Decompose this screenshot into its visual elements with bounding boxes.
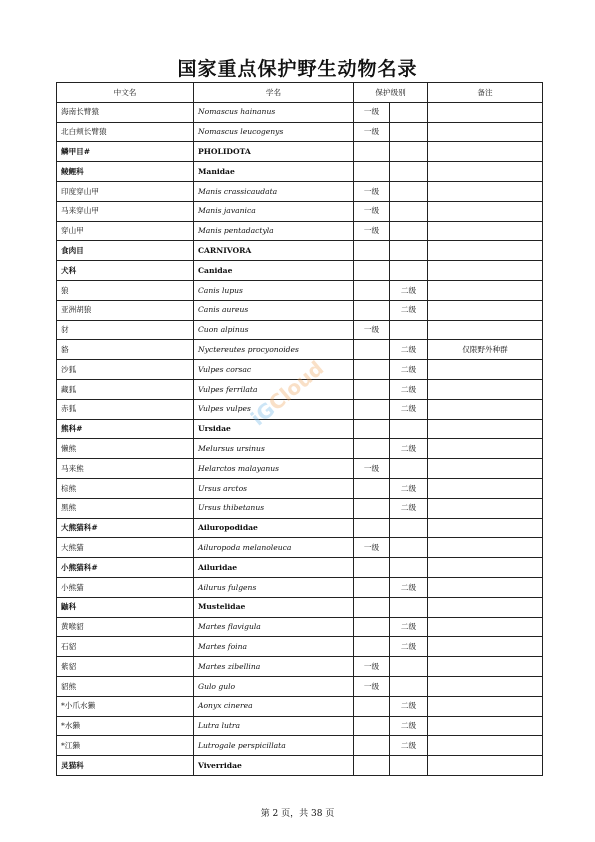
cell-scientific-name: Lutra lutra xyxy=(194,716,354,736)
cell-scientific-name: Vulpes ferrilata xyxy=(194,379,354,399)
cell-level-1 xyxy=(354,142,390,162)
cell-note xyxy=(428,637,543,657)
table-row xyxy=(57,538,543,558)
cell-note xyxy=(428,478,543,498)
cell-scientific-name: Lutrogale perspicillata xyxy=(194,736,354,756)
cell-chinese-name: 穿山甲 xyxy=(57,221,194,241)
cell-scientific-name: Cuon alpinus xyxy=(194,320,354,340)
table-row xyxy=(57,577,543,597)
cell-level-1: 一级 xyxy=(354,221,390,241)
cell-note xyxy=(428,439,543,459)
header-cn: 中文名 xyxy=(57,83,194,103)
cell-note xyxy=(428,162,543,182)
cell-chinese-name: 石貂 xyxy=(57,637,194,657)
cell-chinese-name: 马来穿山甲 xyxy=(57,201,194,221)
cell-level-2 xyxy=(390,518,428,538)
table-row xyxy=(57,102,543,122)
table-row xyxy=(57,676,543,696)
cell-scientific-name: Helarctos malayanus xyxy=(194,459,354,479)
cell-level-1 xyxy=(354,597,390,617)
header-note: 备注 xyxy=(428,83,543,103)
cell-note xyxy=(428,419,543,439)
cell-chinese-name: 豺 xyxy=(57,320,194,340)
table-row xyxy=(57,300,543,320)
cell-level-1 xyxy=(354,518,390,538)
table-row xyxy=(57,716,543,736)
cell-note xyxy=(428,676,543,696)
table-row xyxy=(57,201,543,221)
header-row xyxy=(57,83,543,103)
table-row xyxy=(57,419,543,439)
table-body xyxy=(57,102,543,775)
cell-level-2 xyxy=(390,261,428,281)
cell-level-2: 二级 xyxy=(390,300,428,320)
cell-level-2: 二级 xyxy=(390,379,428,399)
cell-note xyxy=(428,617,543,637)
cell-level-2: 二级 xyxy=(390,577,428,597)
cell-chinese-name: 灵猫科 xyxy=(57,756,194,776)
table-row xyxy=(57,280,543,300)
cell-level-1 xyxy=(354,736,390,756)
cell-level-1: 一级 xyxy=(354,320,390,340)
cell-level-2 xyxy=(390,558,428,578)
cell-note xyxy=(428,459,543,479)
cell-level-1 xyxy=(354,498,390,518)
table-row xyxy=(57,340,543,360)
cell-scientific-name: Viverridae xyxy=(194,756,354,776)
cell-level-2 xyxy=(390,597,428,617)
cell-chinese-name: 懒熊 xyxy=(57,439,194,459)
cell-level-2: 二级 xyxy=(390,498,428,518)
cell-level-2 xyxy=(390,538,428,558)
cell-scientific-name: Nyctereutes procyonoides xyxy=(194,340,354,360)
table-row xyxy=(57,736,543,756)
cell-level-2: 二级 xyxy=(390,696,428,716)
cell-level-2: 二级 xyxy=(390,360,428,380)
cell-chinese-name: 黄喉貂 xyxy=(57,617,194,637)
cell-chinese-name: 小熊猫科# xyxy=(57,558,194,578)
cell-level-2 xyxy=(390,162,428,182)
cell-level-1: 一级 xyxy=(354,102,390,122)
cell-chinese-name: 小熊猫 xyxy=(57,577,194,597)
cell-chinese-name: 印度穿山甲 xyxy=(57,181,194,201)
cell-note xyxy=(428,360,543,380)
cell-chinese-name: 亚洲胡狼 xyxy=(57,300,194,320)
cell-note xyxy=(428,498,543,518)
cell-chinese-name: 鲮鲤科 xyxy=(57,162,194,182)
watermark-part-a: iG xyxy=(246,397,280,431)
cell-chinese-name: 食肉目 xyxy=(57,241,194,261)
cell-scientific-name: PHOLIDOTA xyxy=(194,142,354,162)
table-row xyxy=(57,162,543,182)
table-row xyxy=(57,617,543,637)
cell-chinese-name: 大熊猫科# xyxy=(57,518,194,538)
cell-chinese-name: *小爪水獭 xyxy=(57,696,194,716)
cell-note xyxy=(428,399,543,419)
cell-level-1 xyxy=(354,637,390,657)
table-row xyxy=(57,756,543,776)
cell-level-1: 一级 xyxy=(354,657,390,677)
cell-level-1 xyxy=(354,261,390,281)
header-level: 保护级别 xyxy=(354,83,428,103)
cell-level-2 xyxy=(390,756,428,776)
cell-note: 仅限野外种群 xyxy=(428,340,543,360)
cell-note xyxy=(428,142,543,162)
cell-note xyxy=(428,597,543,617)
cell-chinese-name: 鼬科 xyxy=(57,597,194,617)
cell-level-1 xyxy=(354,360,390,380)
cell-chinese-name: 熊科# xyxy=(57,419,194,439)
cell-scientific-name: Manis crassicaudata xyxy=(194,181,354,201)
cell-level-2 xyxy=(390,657,428,677)
table-row xyxy=(57,597,543,617)
cell-level-1: 一级 xyxy=(354,181,390,201)
cell-level-2 xyxy=(390,122,428,142)
cell-note xyxy=(428,201,543,221)
cell-note xyxy=(428,320,543,340)
cell-chinese-name: *水獭 xyxy=(57,716,194,736)
cell-note xyxy=(428,379,543,399)
cell-chinese-name: 貂熊 xyxy=(57,676,194,696)
table-row xyxy=(57,241,543,261)
header-sci: 学名 xyxy=(194,83,354,103)
cell-level-1: 一级 xyxy=(354,459,390,479)
cell-scientific-name: Vulpes vulpes xyxy=(194,399,354,419)
cell-level-1 xyxy=(354,756,390,776)
table-row xyxy=(57,439,543,459)
cell-note xyxy=(428,280,543,300)
table-row xyxy=(57,498,543,518)
cell-note xyxy=(428,756,543,776)
table-row xyxy=(57,478,543,498)
cell-chinese-name: 沙狐 xyxy=(57,360,194,380)
cell-chinese-name: 海南长臂猿 xyxy=(57,102,194,122)
cell-scientific-name: Canis lupus xyxy=(194,280,354,300)
cell-note xyxy=(428,716,543,736)
cell-level-2: 二级 xyxy=(390,340,428,360)
cell-chinese-name: 棕熊 xyxy=(57,478,194,498)
cell-level-1 xyxy=(354,558,390,578)
cell-level-1: 一级 xyxy=(354,201,390,221)
cell-level-2 xyxy=(390,221,428,241)
cell-level-1 xyxy=(354,419,390,439)
watermark-part-b: Cloud xyxy=(263,356,329,416)
table-row xyxy=(57,696,543,716)
cell-note xyxy=(428,261,543,281)
cell-note xyxy=(428,241,543,261)
cell-scientific-name: Ailurus fulgens xyxy=(194,577,354,597)
cell-level-2 xyxy=(390,459,428,479)
species-table xyxy=(56,82,543,776)
cell-scientific-name: Mustelidae xyxy=(194,597,354,617)
cell-chinese-name: 黑熊 xyxy=(57,498,194,518)
cell-note xyxy=(428,122,543,142)
cell-scientific-name: Ailuropodidae xyxy=(194,518,354,538)
cell-level-1 xyxy=(354,399,390,419)
cell-scientific-name: Ursus thibetanus xyxy=(194,498,354,518)
cell-level-1: 一级 xyxy=(354,122,390,142)
table-row xyxy=(57,221,543,241)
cell-note xyxy=(428,221,543,241)
cell-scientific-name: Vulpes corsac xyxy=(194,360,354,380)
cell-scientific-name: Martes flavigula xyxy=(194,617,354,637)
cell-chinese-name: 貉 xyxy=(57,340,194,360)
cell-level-2: 二级 xyxy=(390,439,428,459)
cell-level-2 xyxy=(390,419,428,439)
page-title: 国家重点保护野生动物名录 xyxy=(177,58,418,80)
cell-level-2 xyxy=(390,320,428,340)
cell-scientific-name: Ursus arctos xyxy=(194,478,354,498)
cell-level-1 xyxy=(354,439,390,459)
cell-note xyxy=(428,696,543,716)
cell-level-2: 二级 xyxy=(390,716,428,736)
cell-note xyxy=(428,102,543,122)
table-row xyxy=(57,320,543,340)
cell-level-1 xyxy=(354,716,390,736)
cell-note xyxy=(428,300,543,320)
table-row xyxy=(57,518,543,538)
table-row xyxy=(57,261,543,281)
cell-level-2: 二级 xyxy=(390,617,428,637)
cell-chinese-name: 大熊猫 xyxy=(57,538,194,558)
cell-note xyxy=(428,518,543,538)
cell-level-1 xyxy=(354,478,390,498)
cell-level-1 xyxy=(354,300,390,320)
cell-scientific-name: Aonyx cinerea xyxy=(194,696,354,716)
cell-scientific-name: Canidae xyxy=(194,261,354,281)
cell-level-1 xyxy=(354,577,390,597)
table-row xyxy=(57,181,543,201)
cell-note xyxy=(428,736,543,756)
cell-note xyxy=(428,538,543,558)
cell-level-2: 二级 xyxy=(390,637,428,657)
cell-level-2 xyxy=(390,676,428,696)
cell-level-1: 一级 xyxy=(354,676,390,696)
cell-scientific-name: Manis pentadactyla xyxy=(194,221,354,241)
cell-level-1 xyxy=(354,696,390,716)
cell-chinese-name: 北白颊长臂猿 xyxy=(57,122,194,142)
table-row xyxy=(57,459,543,479)
cell-note xyxy=(428,181,543,201)
table-row xyxy=(57,637,543,657)
cell-level-2: 二级 xyxy=(390,399,428,419)
cell-level-2: 二级 xyxy=(390,478,428,498)
table-row xyxy=(57,142,543,162)
cell-level-1 xyxy=(354,379,390,399)
cell-note xyxy=(428,577,543,597)
cell-level-1 xyxy=(354,340,390,360)
cell-scientific-name: Ailuridae xyxy=(194,558,354,578)
cell-level-1 xyxy=(354,162,390,182)
cell-level-1 xyxy=(354,280,390,300)
cell-chinese-name: *江獭 xyxy=(57,736,194,756)
cell-level-2 xyxy=(390,142,428,162)
cell-chinese-name: 赤狐 xyxy=(57,399,194,419)
cell-scientific-name: CARNIVORA xyxy=(194,241,354,261)
cell-level-1: 一级 xyxy=(354,538,390,558)
cell-scientific-name: Manis javanica xyxy=(194,201,354,221)
cell-scientific-name: Ursidae xyxy=(194,419,354,439)
cell-scientific-name: Gulo gulo xyxy=(194,676,354,696)
cell-note xyxy=(428,558,543,578)
cell-scientific-name: Nomascus hainanus xyxy=(194,102,354,122)
cell-chinese-name: 犬科 xyxy=(57,261,194,281)
cell-chinese-name: 鳞甲目# xyxy=(57,142,194,162)
cell-scientific-name: Martes foina xyxy=(194,637,354,657)
table-row xyxy=(57,122,543,142)
cell-level-1 xyxy=(354,241,390,261)
cell-scientific-name: Canis aureus xyxy=(194,300,354,320)
cell-scientific-name: Melursus ursinus xyxy=(194,439,354,459)
cell-level-2: 二级 xyxy=(390,280,428,300)
cell-scientific-name: Martes zibellina xyxy=(194,657,354,677)
cell-level-2 xyxy=(390,181,428,201)
cell-chinese-name: 狼 xyxy=(57,280,194,300)
cell-chinese-name: 马来熊 xyxy=(57,459,194,479)
cell-note xyxy=(428,657,543,677)
cell-scientific-name: Ailuropoda melanoleuca xyxy=(194,538,354,558)
cell-chinese-name: 紫貂 xyxy=(57,657,194,677)
cell-level-2: 二级 xyxy=(390,736,428,756)
page-footer: 第 2 页，共 38 页 xyxy=(260,809,335,819)
cell-level-2 xyxy=(390,241,428,261)
cell-level-1 xyxy=(354,617,390,637)
cell-level-2 xyxy=(390,201,428,221)
cell-chinese-name: 藏狐 xyxy=(57,379,194,399)
table-row xyxy=(57,657,543,677)
cell-scientific-name: Manidae xyxy=(194,162,354,182)
cell-scientific-name: Nomascus leucogenys xyxy=(194,122,354,142)
cell-level-2 xyxy=(390,102,428,122)
table-row xyxy=(57,558,543,578)
